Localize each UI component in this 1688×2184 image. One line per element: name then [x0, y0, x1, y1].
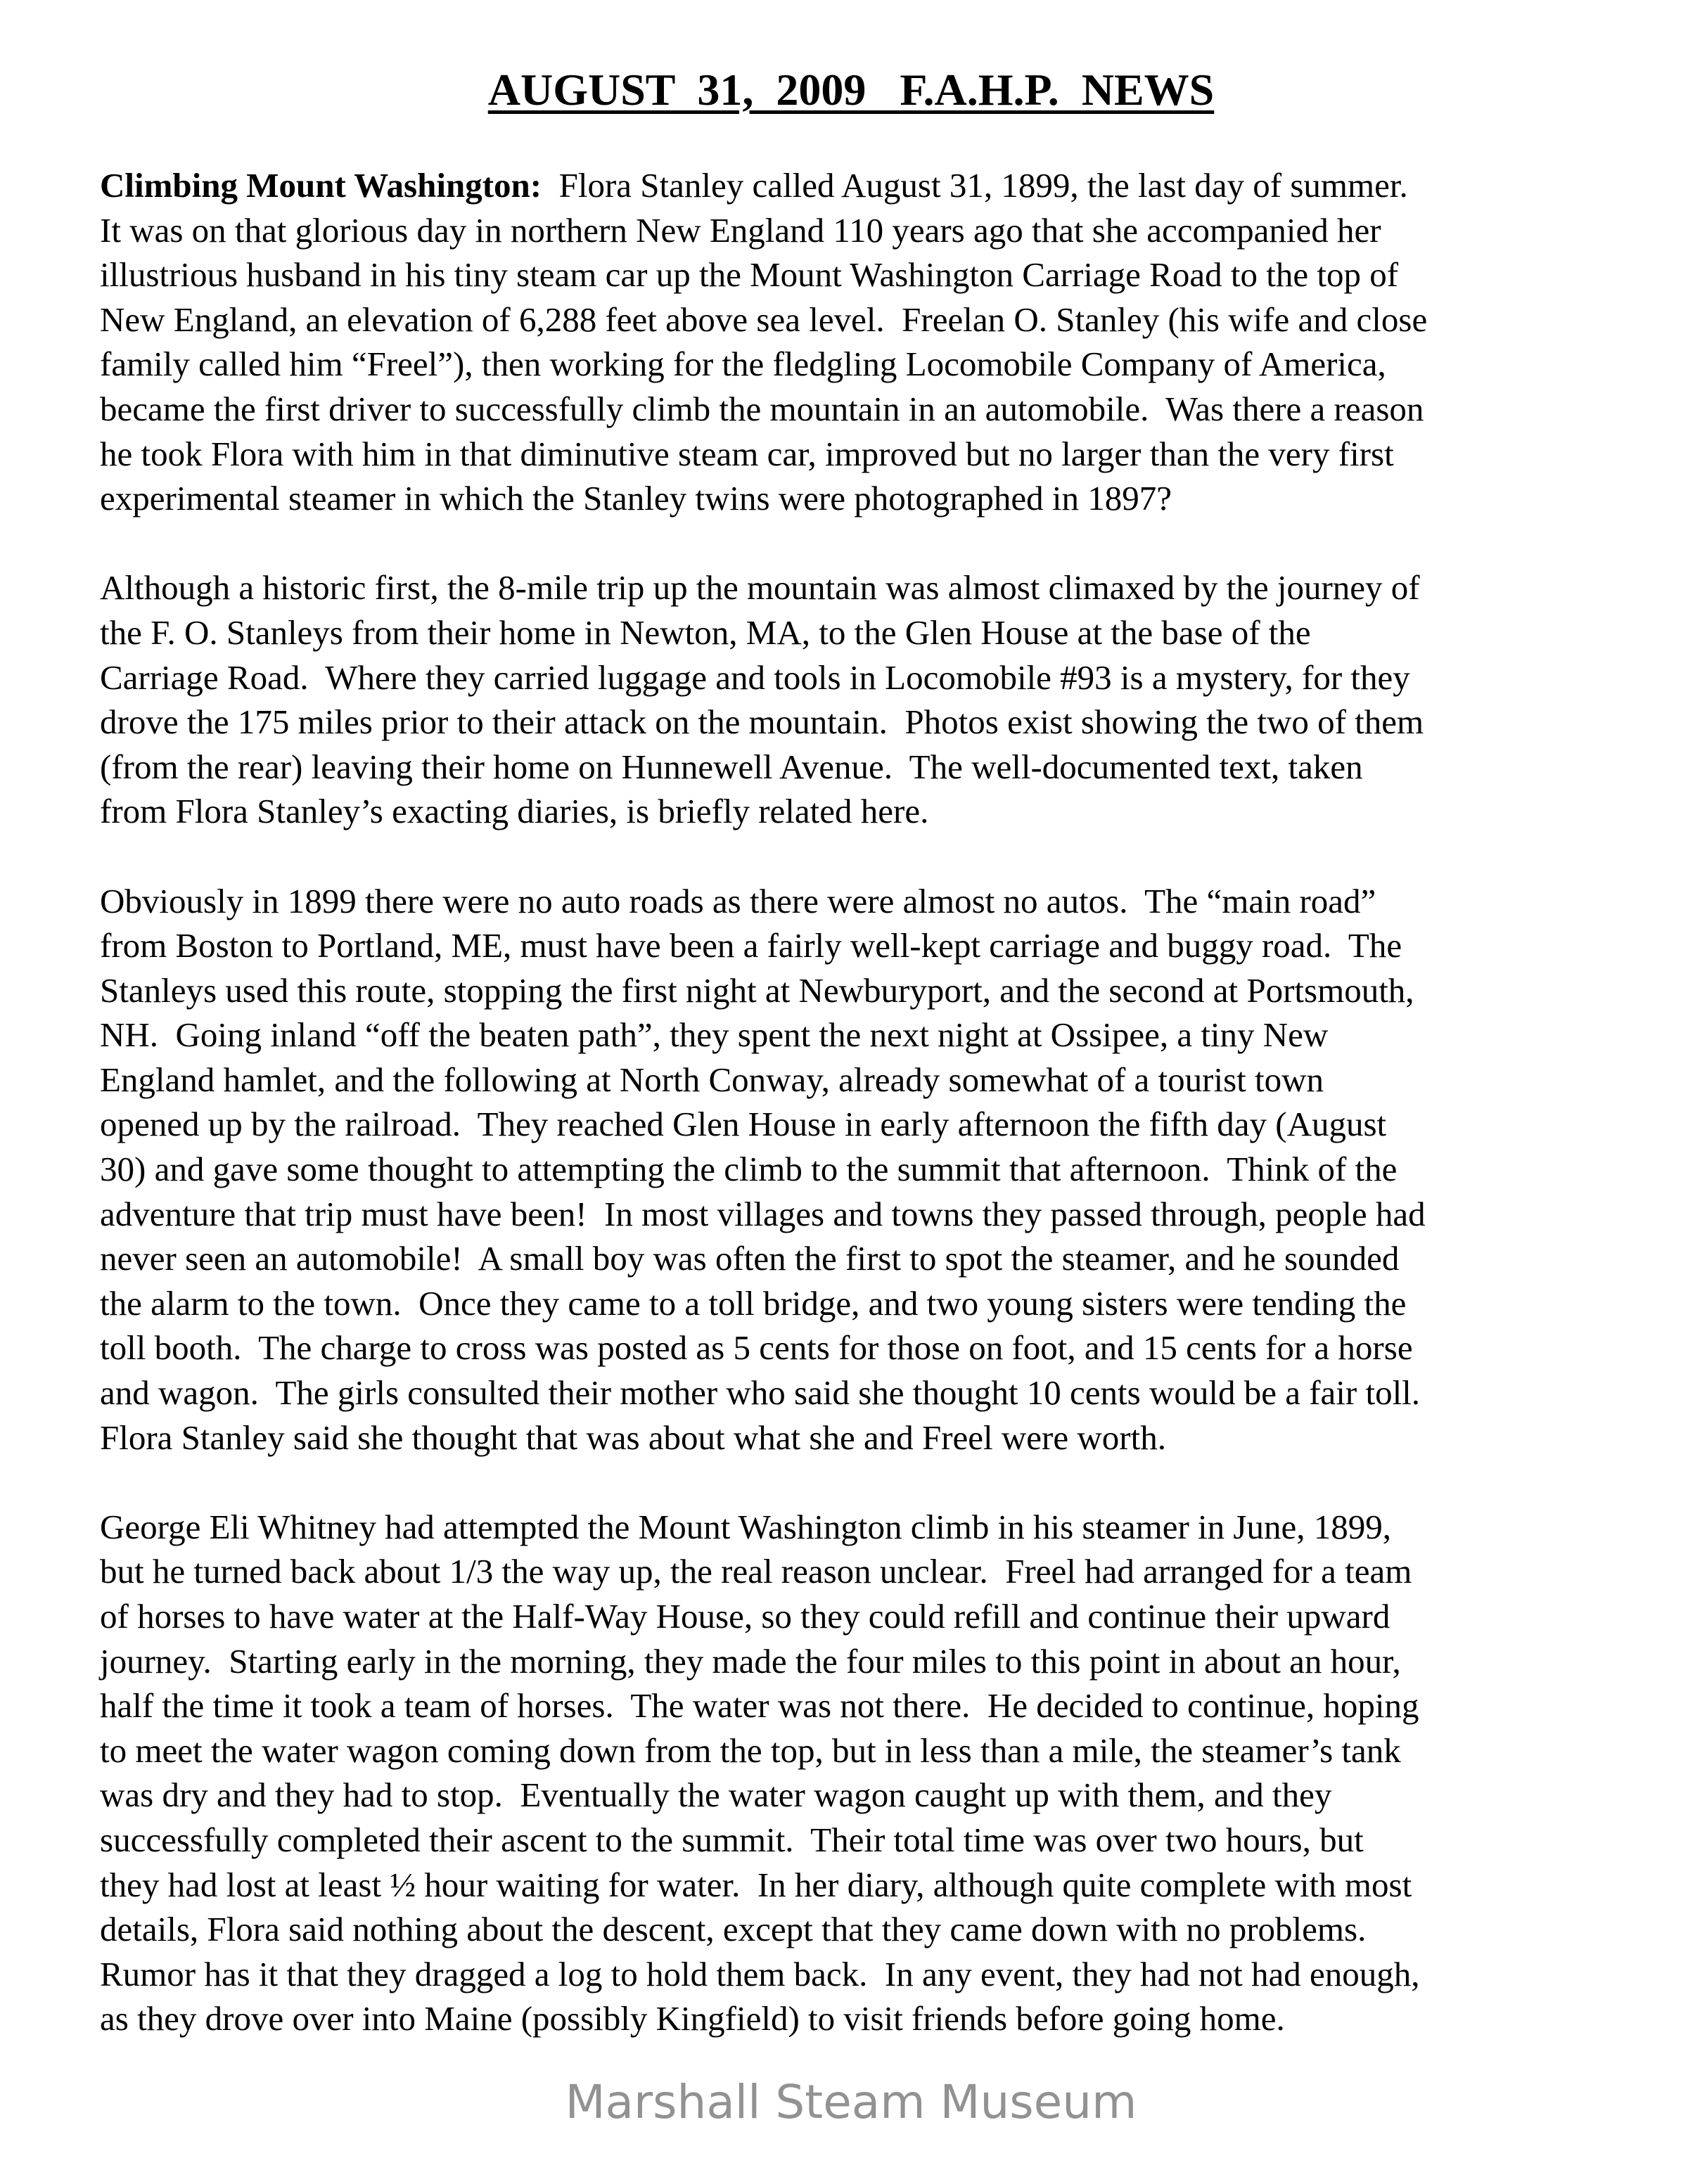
text-line: they had lost at least ½ hour waiting for water. In her diary, although quite complete with most — [100, 1865, 1412, 1904]
text-line: Rumor has it that they dragged a log to hold them back. In any event, they had not had enough, — [100, 1954, 1420, 1993]
text-line: George Eli Whitney had attempted the Mount Washington climb in his steamer in June, 1899, — [100, 1507, 1391, 1546]
text-line: half the time it took a team of horses. The water was not there. He decided to continue, hoping — [100, 1686, 1419, 1726]
text-line: details, Flora said nothing about the descent, except that they came down with no problems. — [100, 1910, 1367, 1949]
text-line: illustrious husband in his tiny steam car up the Mount Washington Carriage Road to the top of — [100, 255, 1399, 295]
text-line: It was on that glorious day in northern New England 110 years ago that she accompanied her — [100, 210, 1381, 250]
text-line: drove the 175 miles prior to their attack on the mountain. Photos exist showing the two of them — [100, 702, 1424, 742]
section-heading: Climbing Mount Washington: — [100, 166, 542, 205]
text-line: but he turned back about 1/3 the way up, the real reason unclear. Freel had arranged for a team — [100, 1552, 1412, 1591]
text-line: 30) and gave some thought to attempting the climb to the summit that afternoon. Think of the — [100, 1150, 1398, 1189]
paragraph-1 — [100, 163, 1619, 521]
text-line: from Flora Stanley’s exacting diaries, is briefly related here. — [100, 792, 929, 831]
text-line: to meet the water wagon coming down from the top, but in less than a mile, the steamer’s tank — [100, 1730, 1401, 1770]
paragraph-2 — [100, 565, 1619, 834]
text-line: Stanleys used this route, stopping the first night at Newburyport, and the second at Portsmouth, — [100, 970, 1414, 1010]
text-line: (from the rear) leaving their home on Hunnewell Avenue. The well-documented text, taken — [100, 747, 1363, 786]
text-line: of horses to have water at the Half-Way House, so they could refill and continue their upward — [100, 1597, 1390, 1636]
text-line-content: Flora Stanley called August 31, 1899, the last day of summer. — [542, 166, 1408, 205]
text-line: became the first driver to successfully climb the mountain in an automobile. Was there a reason — [100, 389, 1424, 428]
text-line: Although a historic first, the 8-mile trip up the mountain was almost climaxed by the journey of — [100, 568, 1420, 608]
text-line: Flora Stanley said she thought that was about what she and Freel were worth. — [100, 1418, 1166, 1457]
text-line: never seen an automobile! A small boy was often the first to spot the steamer, and he sounded — [100, 1239, 1400, 1278]
text-line: Carriage Road. Where they carried luggage and tools in Locomobile #93 is a mystery, for they — [100, 657, 1410, 697]
text-line: journey. Starting early in the morning, they made the four miles to this point in about an hour, — [100, 1641, 1401, 1681]
text-line: successfully completed their ascent to the summit. Their total time was over two hours, but — [100, 1820, 1364, 1859]
page-title: AUGUST 31, 2009 F.A.H.P. NEWS — [487, 65, 1215, 115]
text-line: NH. Going inland “off the beaten path”, they spent the next night at Ossipee, a tiny New — [100, 1015, 1329, 1055]
text-line: and wagon. The girls consulted their mother who said she thought 10 cents would be a fair toll. — [100, 1373, 1421, 1413]
text-line: experimental steamer in which the Stanley twins were photographed in 1897? — [100, 479, 1172, 518]
text-line: Obviously in 1899 there were no auto roads as there were almost no autos. The “main road” — [100, 881, 1376, 920]
article-body — [100, 163, 1619, 2086]
paragraph-4 — [100, 1505, 1619, 2041]
text-line — [100, 163, 1619, 208]
text-line: the alarm to the town. Once they came to a toll bridge, and two young sisters were tending the — [100, 1283, 1407, 1323]
text-line: family called him “Freel”), then working for the fledgling Locomobile Company of America, — [100, 345, 1386, 384]
text-line: from Boston to Portland, ME, must have been a fairly well-kept carriage and buggy road. The — [100, 926, 1402, 965]
text-line: toll booth. The charge to cross was posted as 5 cents for those on foot, and 15 cents for a horse — [100, 1328, 1413, 1368]
text-line: he took Flora with him in that diminutive steam car, improved but no larger than the very first — [100, 434, 1394, 473]
text-line: adventure that trip must have been! In most villages and towns they passed through, people had — [100, 1194, 1426, 1233]
text-line: the F. O. Stanleys from their home in Newton, MA, to the Glen House at the base of the — [100, 612, 1311, 652]
text-line: England hamlet, and the following at North Conway, already somewhat of a tourist town — [100, 1060, 1324, 1099]
text-line: New England, an elevation of 6,288 feet above sea level. Freelan O. Stanley (his wife and close — [100, 300, 1428, 339]
text-line: as they drove over into Maine (possibly Kingfield) to visit friends before going home. — [100, 1999, 1285, 2038]
text-line: was dry and they had to stop. Eventually the water wagon caught up with them, and they — [100, 1775, 1332, 1815]
text-line: opened up by the railroad. They reached Glen House in early afternoon the fifth day (August — [100, 1105, 1387, 1144]
paragraph-3 — [100, 879, 1619, 1460]
watermark: Marshall Steam Museum — [565, 2075, 1137, 2129]
